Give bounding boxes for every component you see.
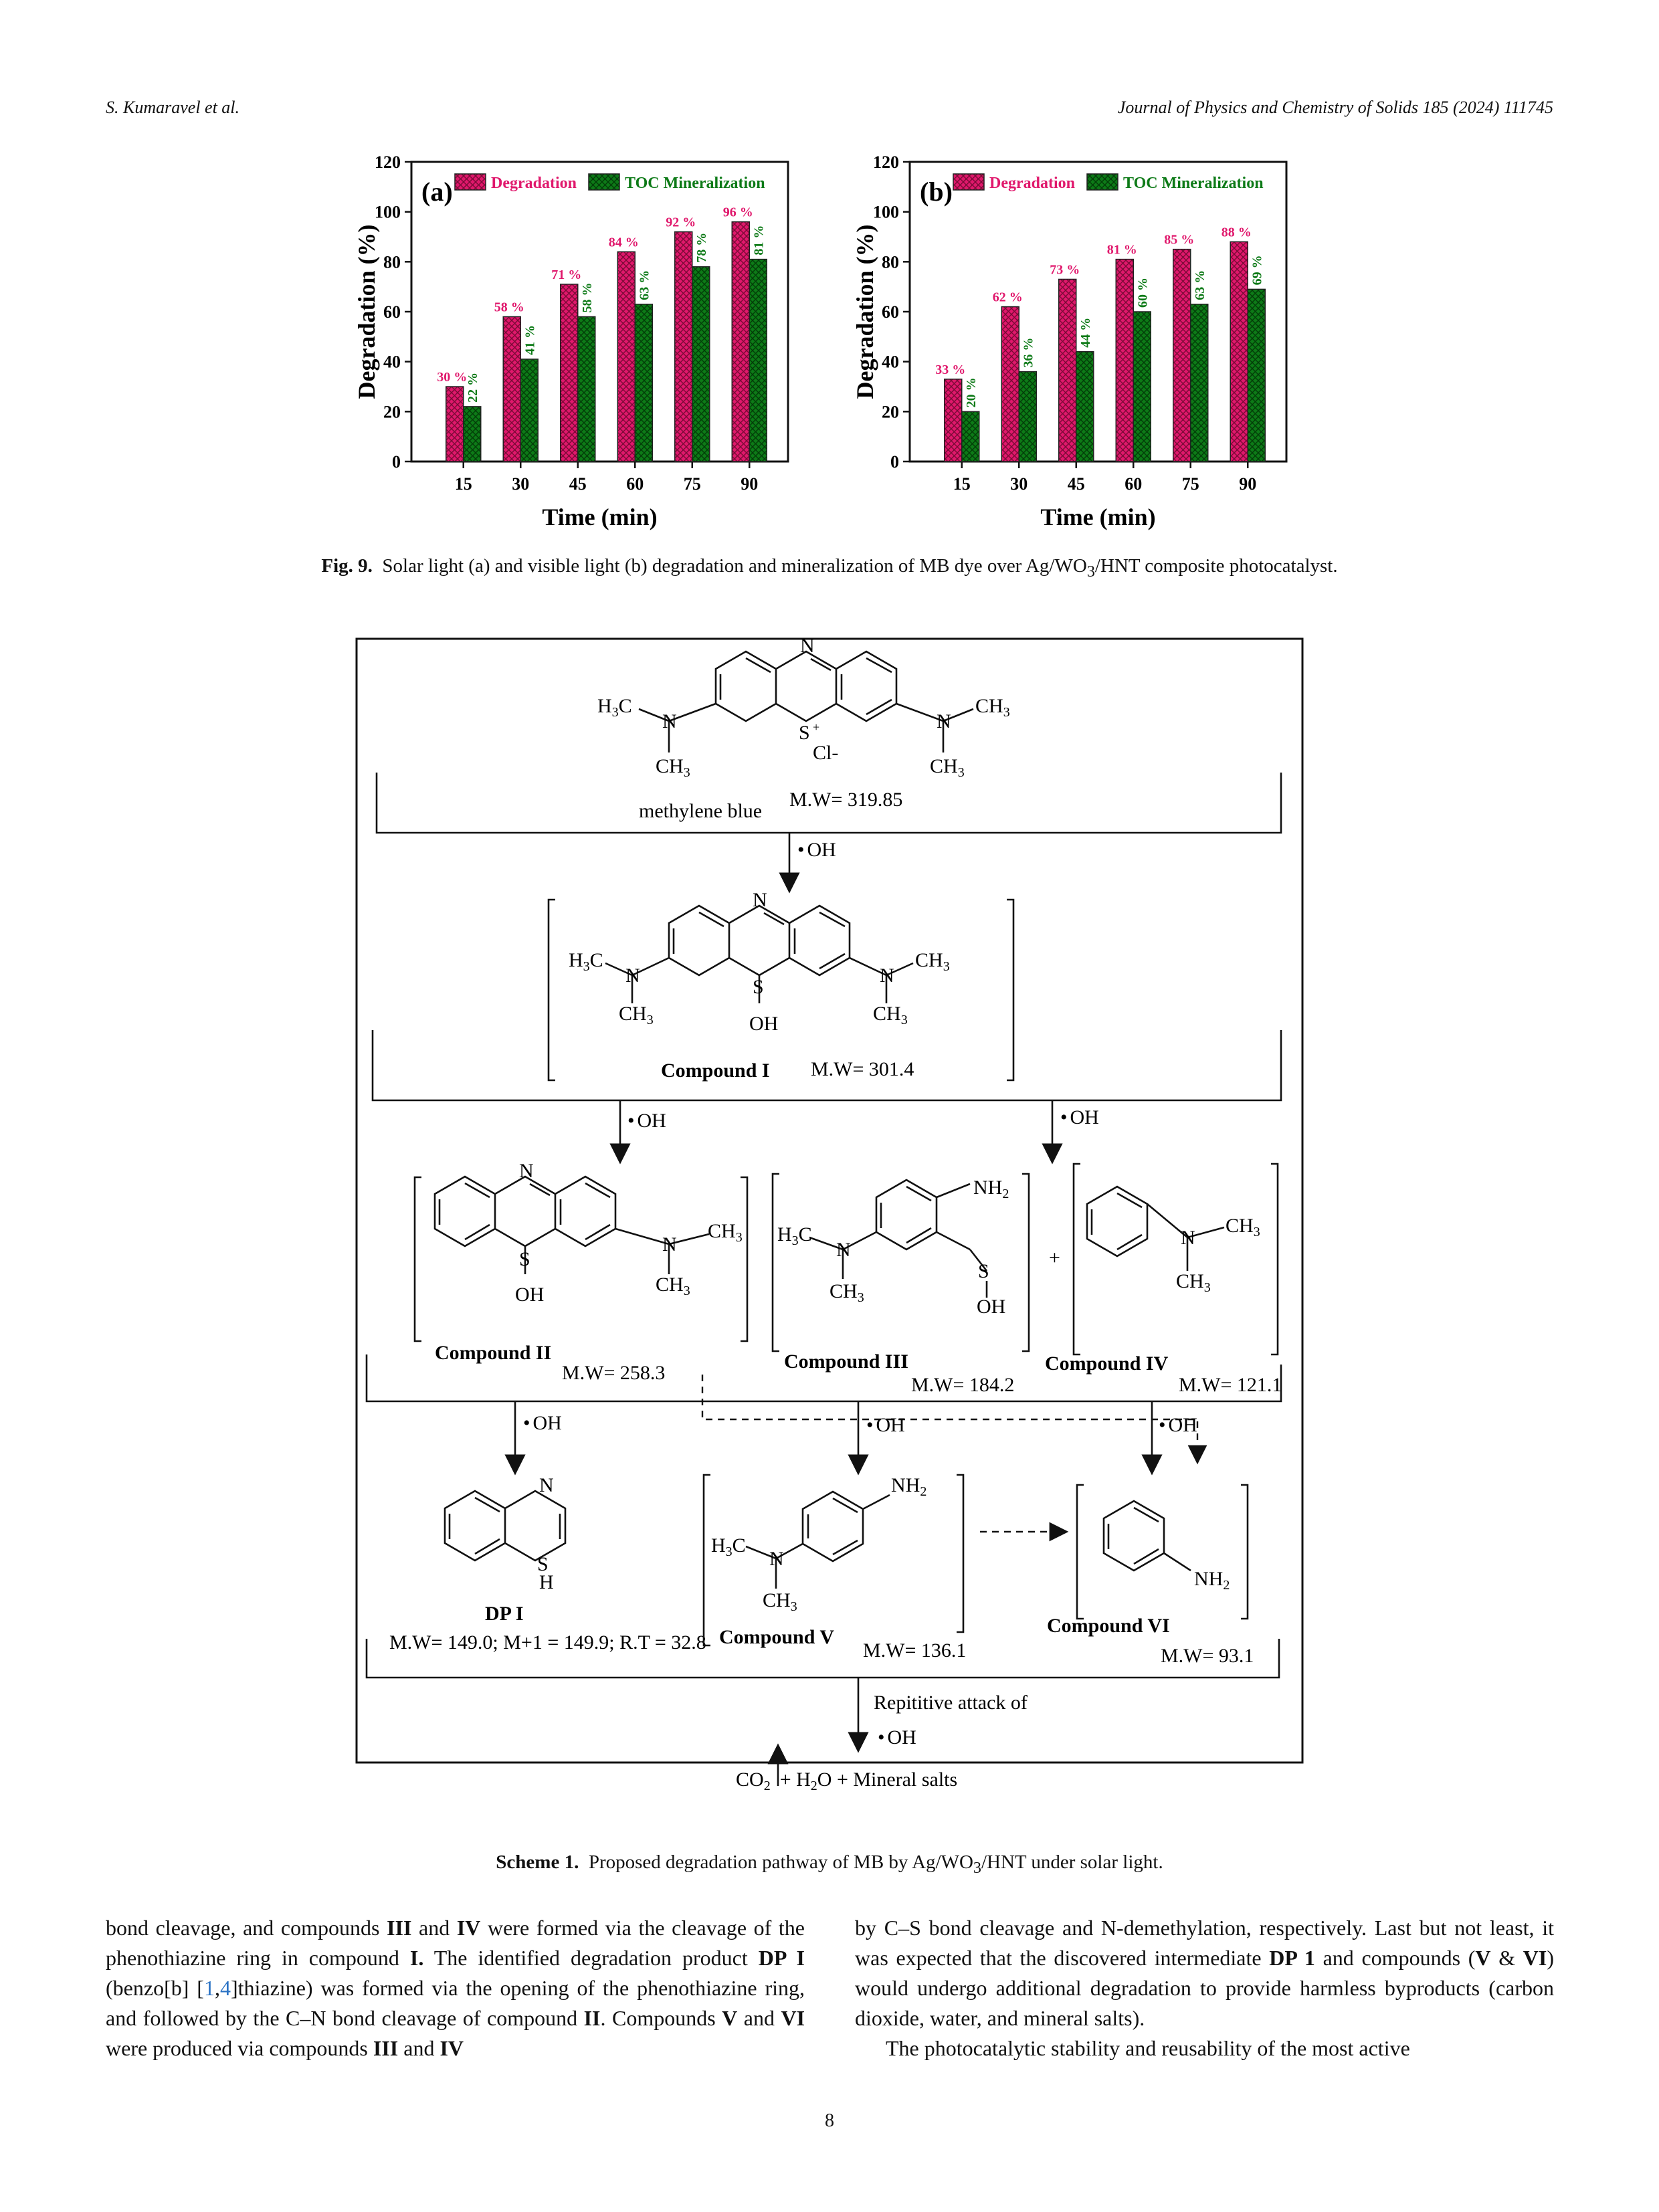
dp-i-mw: M.W= 149.0; M+1 = 149.9; R.T = 32.8	[389, 1631, 706, 1653]
methyl-label: $H_3C$	[569, 949, 603, 974]
data-label: 96 %	[722, 205, 753, 220]
y-tick-label: 100	[375, 202, 401, 222]
legend-label-toc: TOC Mineralization	[1123, 175, 1264, 192]
bar-toc-mineralization	[1019, 372, 1036, 462]
compound-i-structure	[549, 900, 1013, 1080]
data-label: 69 %	[1250, 255, 1265, 286]
compound-v-structure	[704, 1475, 963, 1645]
y-tick-label: 0	[890, 452, 899, 472]
data-label: 22 %	[465, 372, 480, 403]
methyl-label: $CH_3$	[873, 1003, 908, 1027]
data-label: 33 %	[935, 362, 966, 377]
atom-cl: Cl-	[813, 742, 839, 764]
oh-radical: • OH	[1060, 1106, 1099, 1128]
page-number: 8	[825, 2110, 834, 2131]
x-axis-label: Time (min)	[1040, 504, 1156, 530]
oh-radical: • OH	[797, 839, 836, 861]
methyl-label: $CH_3$	[708, 1220, 743, 1245]
amine-label: $NH_2$	[973, 1177, 1009, 1201]
atom-n: N	[662, 1233, 677, 1255]
paragraph: bond cleavage, and compounds III and IV were formed via the cleavage of the phenothiazine ring in compound I. The identified degradation product DP I (benzo[b] [1,4]thiazine) was formed via the opening of the phenothiazine ring, and followed by the C–N bond cleavage of compound II. Compounds V and VI were produced via compounds III and IV	[106, 1916, 805, 2060]
compound-v-name: Compound V	[719, 1626, 835, 1648]
x-tick-label: 45	[569, 474, 587, 494]
compound-vi-structure	[1077, 1485, 1248, 1619]
bar-degradation	[1116, 260, 1133, 462]
caption-text-end: /HNT under solar light.	[981, 1851, 1163, 1873]
y-tick-label: 80	[383, 252, 401, 272]
compound-i-mw: M.W= 301.4	[811, 1058, 914, 1080]
y-tick-label: 120	[873, 153, 899, 172]
y-tick-label: 100	[873, 202, 899, 222]
bar-toc-mineralization	[578, 316, 595, 462]
data-label: 78 %	[694, 232, 709, 263]
x-tick-label: 15	[454, 474, 472, 494]
mb-mw: M.W= 319.85	[789, 789, 903, 811]
y-axis-label: Degradation (%)	[353, 224, 380, 399]
bar-toc-mineralization	[464, 407, 481, 462]
y-axis-label: Degradation (%)	[852, 224, 878, 399]
dp-i-name: DP I	[485, 1603, 524, 1625]
bar-degradation	[561, 284, 578, 462]
legend-label-degradation: Degradation	[989, 175, 1075, 192]
bar-degradation	[1001, 307, 1019, 462]
methyl-label: $CH_3$	[1226, 1215, 1260, 1239]
compound-iii-name: Compound III	[784, 1350, 908, 1373]
amine-label: $NH_2$	[1194, 1568, 1230, 1593]
body-column-left	[106, 1913, 805, 2064]
bar-toc-mineralization	[1133, 312, 1151, 462]
atom-s: S	[978, 1260, 989, 1282]
data-label: 85 %	[1164, 232, 1195, 247]
oh-radical: • OH	[866, 1414, 905, 1436]
x-tick-label: 90	[1239, 474, 1257, 494]
figure-label: Fig. 9.	[321, 555, 373, 577]
compound-i-name: Compound I	[661, 1060, 770, 1082]
scheme-1-caption	[0, 1851, 1659, 1878]
data-label: 41 %	[522, 324, 538, 355]
atom-s: S	[753, 976, 764, 998]
repeat-attack-label: Repititive attack of	[874, 1692, 1028, 1714]
atom-n: N	[753, 889, 767, 911]
data-label: 63 %	[1192, 270, 1207, 300]
compound-vi-name: Compound VI	[1047, 1615, 1170, 1637]
bar-degradation	[945, 379, 962, 462]
methyl-label: $CH_3$	[975, 695, 1010, 720]
scheme-1-degradation-pathway	[0, 602, 1659, 1806]
data-label: 60 %	[1135, 278, 1151, 308]
data-label: 84 %	[608, 235, 639, 250]
data-label: 81 %	[1106, 242, 1137, 258]
data-label: 58 %	[579, 282, 595, 313]
citation-link[interactable]: 4	[219, 1976, 231, 2000]
atom-n: N	[836, 1239, 851, 1261]
y-tick-label: 80	[882, 252, 899, 272]
y-tick-label: 40	[383, 352, 401, 372]
x-tick-label: 30	[512, 474, 530, 494]
x-tick-label: 45	[1067, 474, 1085, 494]
bar-toc-mineralization	[635, 304, 652, 462]
data-label: 58 %	[494, 300, 524, 315]
methyl-label: $CH_3$	[619, 1003, 654, 1027]
compound-iv-structure	[1074, 1164, 1278, 1354]
x-tick-label: 60	[1125, 474, 1143, 494]
compound-iii-structure	[773, 1174, 1029, 1351]
data-label: 36 %	[1021, 337, 1036, 368]
atom-n: N	[539, 1474, 554, 1496]
plus-sign: +	[1049, 1247, 1060, 1269]
data-label: 81 %	[751, 225, 767, 256]
methyl-label: $H_3C$	[777, 1223, 812, 1248]
citation-link[interactable]: 1	[203, 1976, 215, 2000]
legend-swatch-toc	[589, 174, 619, 190]
y-tick-label: 40	[882, 352, 899, 372]
atom-n-left: N	[662, 710, 677, 732]
y-tick-label: 120	[375, 153, 401, 172]
methyl-label: $H_3C$	[711, 1534, 746, 1559]
bar-degradation	[732, 222, 749, 462]
bar-toc-mineralization	[520, 359, 538, 462]
compound-vi-mw: M.W= 93.1	[1161, 1645, 1254, 1667]
compound-v-mw: M.W= 136.1	[863, 1639, 967, 1662]
atom-n-right: N	[880, 965, 894, 987]
bar-toc-mineralization	[1191, 304, 1208, 462]
atom-n-left: N	[625, 965, 640, 987]
bar-toc-mineralization	[962, 411, 979, 462]
legend-swatch-toc	[1087, 174, 1118, 190]
x-tick-label: 75	[683, 474, 701, 494]
compound-iii-mw: M.W= 184.2	[911, 1374, 1015, 1396]
panel-label: (a)	[421, 177, 453, 207]
running-header-journal: Journal of Physics and Chemistry of Solids 185 (2024) 111745	[1117, 98, 1553, 117]
caption-sub: 3	[973, 1858, 981, 1877]
caption-text: Solar light (a) and visible light (b) degradation and mineralization of MB dye over Ag/WO	[382, 555, 1087, 577]
compound-iv-mw: M.W= 121.1	[1179, 1374, 1282, 1396]
figure-9-charts	[0, 134, 1659, 682]
methyl-label: $CH_3$	[1176, 1270, 1211, 1295]
caption-sub: 3	[1086, 562, 1095, 581]
x-tick-label: 60	[626, 474, 644, 494]
paragraph: by C–S bond cleavage and N-demethylation, respectively. Last but not least, it was expected that the discovered intermediate DP 1 and compounds (V & VI) would undergo additional degradation to provide harmless byproducts (carbon dioxide, water, and mineral salts).	[855, 1916, 1555, 2030]
oh-radical: • OH	[1159, 1414, 1197, 1436]
bar-toc-mineralization	[1076, 352, 1094, 462]
oh-radical: • OH	[523, 1412, 562, 1434]
atom-h: H	[539, 1571, 554, 1593]
bar-degradation	[1059, 279, 1076, 462]
bar-toc-mineralization	[749, 260, 767, 462]
bar-toc-mineralization	[692, 267, 710, 462]
data-label: 88 %	[1221, 225, 1252, 240]
methyl-label: $H_3C$	[597, 695, 632, 720]
dp-i-structure	[445, 1491, 565, 1561]
atom-s: S	[537, 1553, 549, 1575]
bar-degradation	[446, 387, 464, 462]
data-label: 30 %	[437, 370, 468, 385]
data-label: 62 %	[992, 290, 1023, 305]
data-label: 20 %	[963, 377, 979, 408]
methyl-label: $CH_3$	[763, 1589, 797, 1614]
compound-ii-structure	[415, 1177, 747, 1341]
x-tick-label: 15	[953, 474, 971, 494]
bar-degradation	[675, 232, 692, 462]
bar-degradation	[1230, 241, 1248, 462]
y-tick-label: 20	[882, 402, 899, 422]
x-tick-label: 90	[741, 474, 759, 494]
compound-ii-name: Compound II	[435, 1342, 552, 1364]
y-tick-label: 60	[882, 302, 899, 322]
charge-plus: +	[813, 720, 820, 734]
body-column-right	[855, 1913, 1554, 2064]
methyl-label: $CH_3$	[930, 755, 965, 780]
caption-text-end: /HNT composite photocatalyst.	[1094, 555, 1338, 577]
data-label: 71 %	[551, 267, 582, 282]
mb-name: methylene blue	[639, 800, 763, 822]
figure-9-caption	[0, 555, 1659, 581]
data-label: 63 %	[637, 270, 652, 300]
methyl-label: $CH_3$	[915, 949, 950, 974]
compound-iv-name: Compound IV	[1045, 1352, 1169, 1375]
legend-swatch-degradation	[455, 174, 486, 190]
x-axis-label: Time (min)	[542, 504, 658, 530]
oh-radical: • OH	[627, 1110, 666, 1132]
atom-n: N	[1181, 1227, 1195, 1249]
scheme-label: Scheme 1.	[496, 1851, 579, 1873]
atom-s: S	[519, 1248, 530, 1270]
methyl-label: $CH_3$	[656, 755, 690, 780]
legend-label-degradation: Degradation	[491, 175, 577, 192]
data-label: 44 %	[1078, 317, 1093, 348]
panel-label: (b)	[920, 177, 953, 207]
methyl-label: $CH_3$	[830, 1280, 864, 1305]
bar-degradation	[1173, 249, 1191, 462]
y-tick-label: 60	[383, 302, 401, 322]
atom-n: N	[519, 1160, 534, 1182]
caption-text: Proposed degradation pathway of MB by Ag/WO	[588, 1851, 973, 1873]
legend-label-toc: TOC Mineralization	[625, 175, 765, 192]
atom-oh: OH	[977, 1296, 1006, 1318]
x-tick-label: 30	[1010, 474, 1028, 494]
chart-panel-b	[852, 153, 1286, 530]
atom-n: N	[769, 1548, 784, 1570]
atom-oh: OH	[749, 1013, 779, 1035]
atom-n-right: N	[937, 710, 951, 732]
atom-oh: OH	[515, 1284, 545, 1306]
data-label: 92 %	[666, 215, 696, 230]
atom-n: N	[800, 635, 815, 657]
atom-s-plus: S	[799, 722, 810, 744]
bar-degradation	[617, 252, 635, 462]
bar-degradation	[503, 316, 520, 462]
y-tick-label: 20	[383, 402, 401, 422]
amine-label: $NH_2$	[891, 1474, 927, 1499]
methyl-label: $CH_3$	[656, 1274, 690, 1298]
data-label: 73 %	[1050, 262, 1080, 278]
legend-swatch-degradation	[953, 174, 984, 190]
y-tick-label: 0	[392, 452, 401, 472]
final-products: $CO_2 + H_2O$ + Mineral salts	[736, 1769, 958, 1793]
chart-panel-a	[353, 153, 788, 530]
paragraph: The photocatalytic stability and reusability of the most active	[886, 2036, 1410, 2060]
x-tick-label: 75	[1181, 474, 1199, 494]
oh-radical: • OH	[878, 1726, 916, 1748]
running-header-authors: S. Kumaravel et al.	[106, 98, 240, 117]
compound-ii-mw: M.W= 258.3	[562, 1362, 666, 1384]
bar-toc-mineralization	[1248, 289, 1265, 462]
